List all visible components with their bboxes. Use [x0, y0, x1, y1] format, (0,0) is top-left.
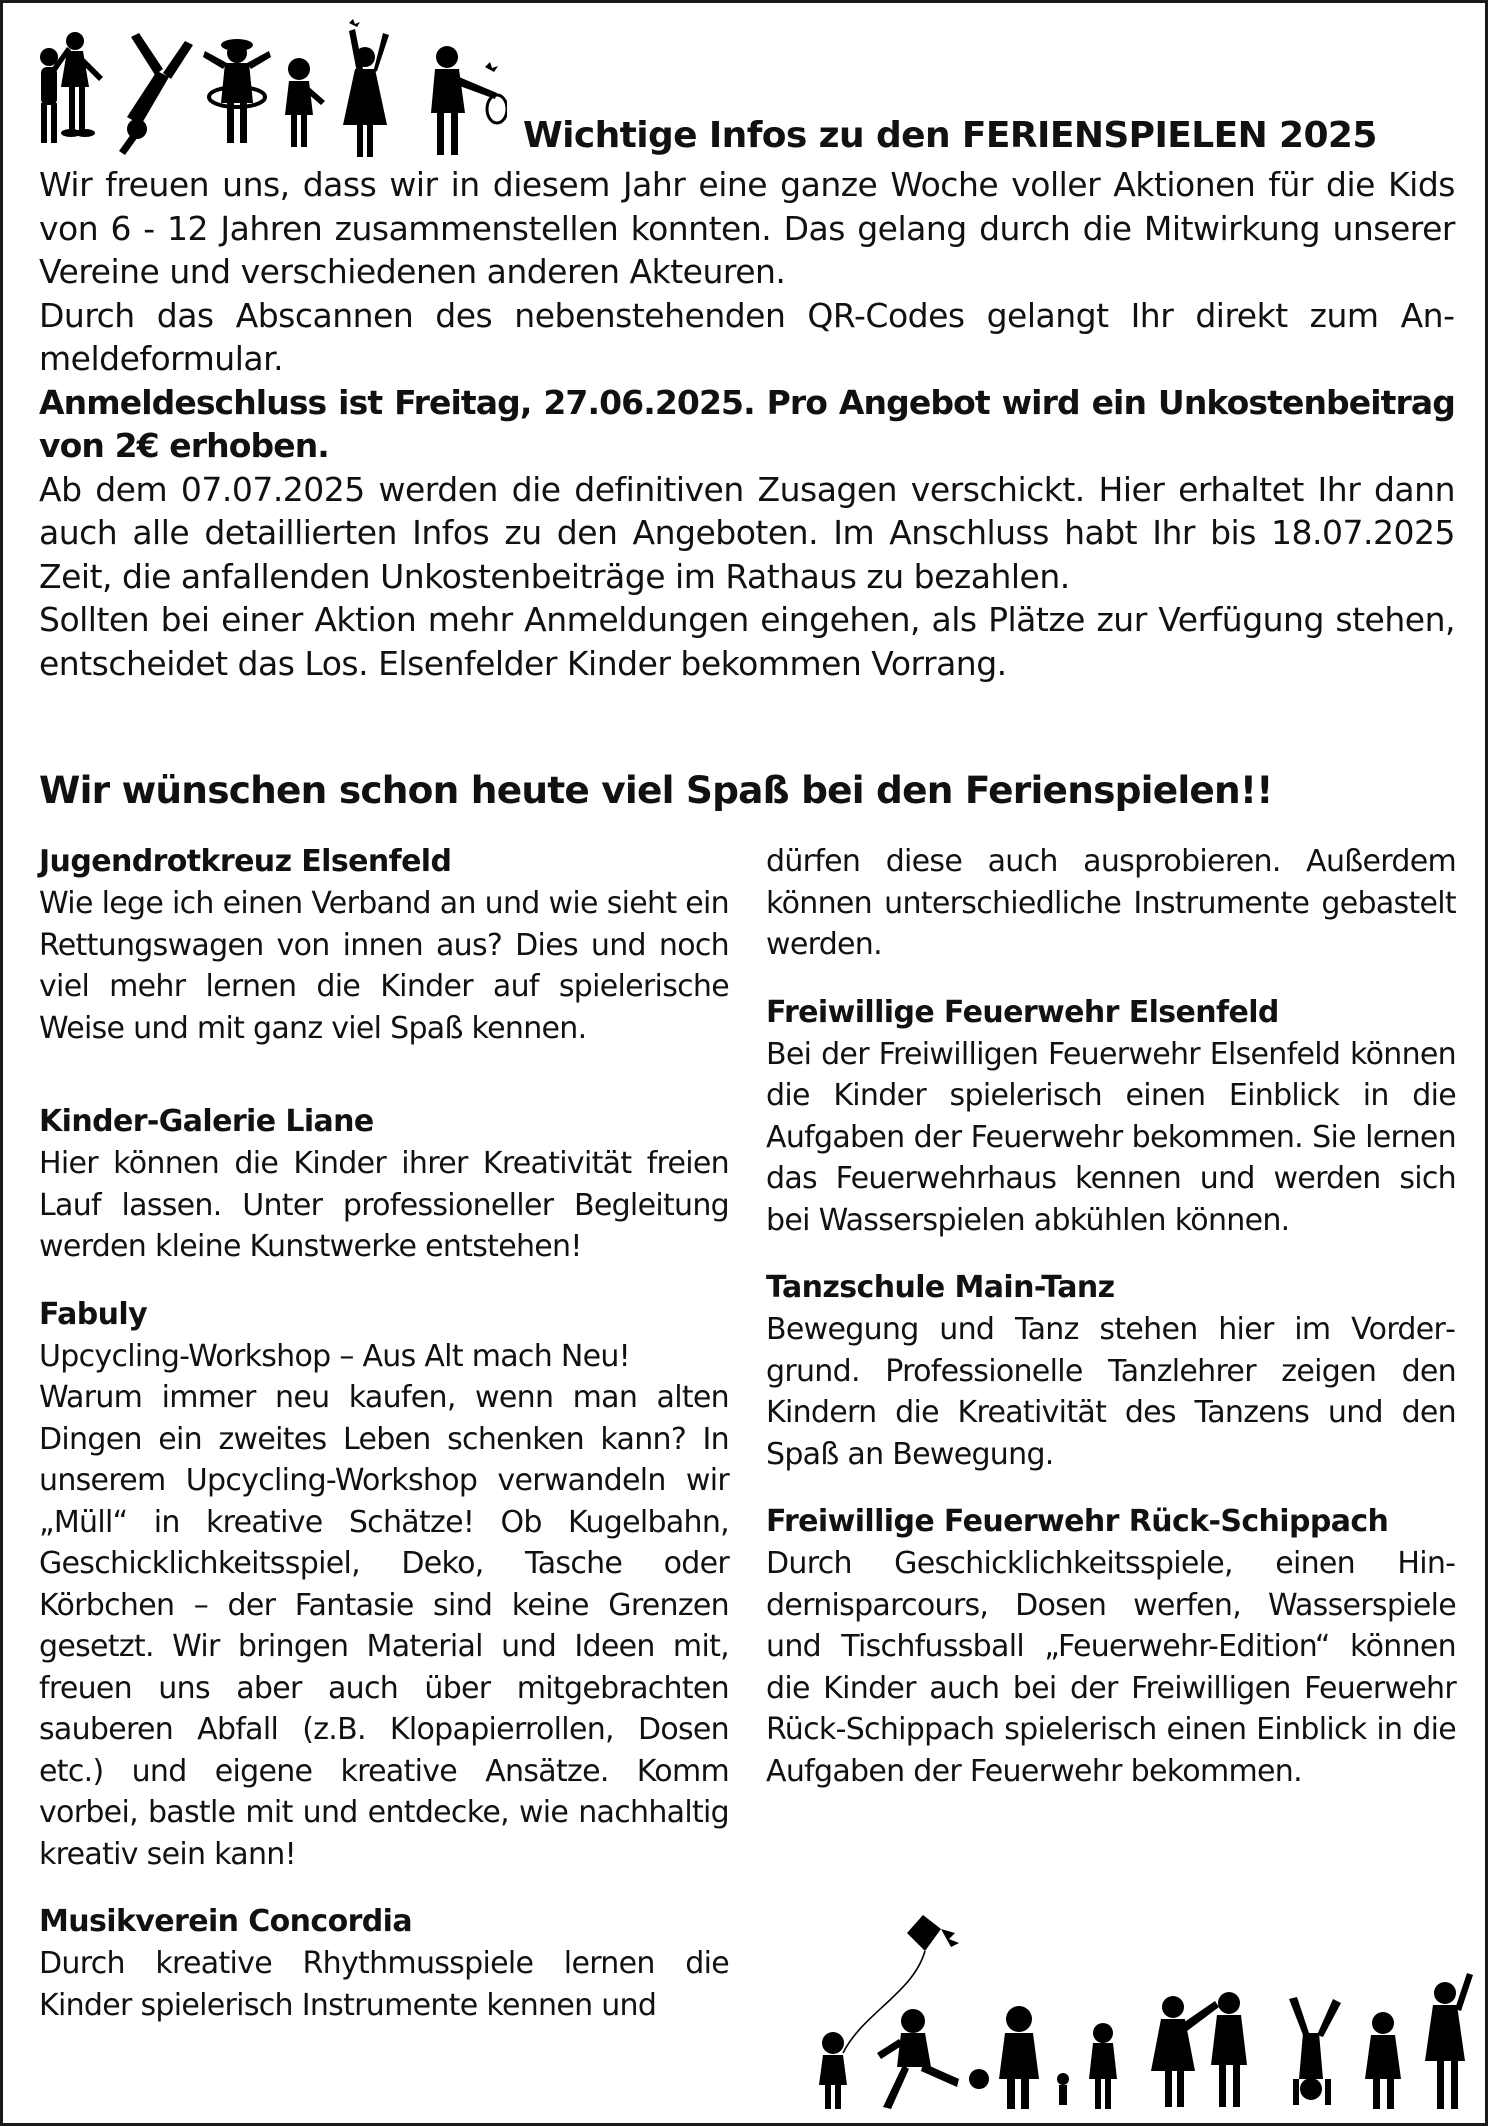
intro-deadline: Anmeldeschluss ist Freitag, 27.06.2025. Pro Angebot wird ein Unkostenbeitrag von 2€ erhoben. [39, 382, 1455, 465]
section-tanzschule [766, 1267, 1456, 1475]
intro-paragraph-1: Wir freuen uns, dass wir in diesem Jahr eine ganze Woche voller Aktionen für die Kids von 6 - 12 Jahren zusammenstellen konnten. Das gelang durch die Mitwirkung unserer Vereine und verschiedenen anderen Akteuren. [39, 165, 1455, 291]
section-title: Jugendrotkreuz Elsenfeld [39, 844, 452, 879]
right-column [766, 841, 1456, 1792]
page-title: Wichtige Infos zu den FERIENSPIELEN 2025 [523, 115, 1377, 156]
section-body: Durch Geschicklichkeitsspiele, einen Hindernisparcours, Dosen werfen, Wasserspiele und Tischfussball „Feuerwehr-Edition“ können die Kinder auch bei der Freiwilligen Feuerwehr Rück-Schippach spielerisch einen Einblick in die Aufgaben der Feuerwehr bekommen. [766, 1546, 1456, 1789]
section-title: Freiwillige Feuerwehr Elsenfeld [766, 994, 1279, 1030]
headline: Wir wünschen schon heute viel Spaß bei den Ferienspielen!! [39, 768, 1273, 812]
section-title: Musikverein Concordia [39, 1904, 413, 1939]
intro-paragraph-dates: Ab dem 07.07.2025 werden die definitiven Zusagen verschickt. Hier erhaltet Ihr dann auch alle detaillierten Infos zu den Angeboten. Im Anschluss habt Ihr bis 18.07.2025 Zeit, die anfallenden Unkostenbeiträge im Rathaus zu bezahlen. [39, 469, 1455, 596]
section-body: Hier können die Kinder ihrer Kreativität freien Lauf lassen. Unter professioneller Begleitung werden kleine Kunstwerke entstehen! [39, 1146, 729, 1264]
section-title: Tanzschule Main-Tanz [766, 1270, 1115, 1305]
section-body-part-1: Durch kreative Rhythmusspiele lernen die Kinder spielerisch Instrumente kennen und [39, 1946, 729, 2023]
section-body-part-2: dürfen diese auch ausprobieren. Außerdem können unterschiedliche Instrumente gebastelt werden. [766, 844, 1456, 962]
section-title: Fabuly [39, 1296, 148, 1332]
section-feuerwehr-rueck-schippach [766, 1501, 1456, 1792]
section-title: Kinder-Galerie Liane [39, 1104, 374, 1139]
section-body: Wie lege ich einen Verband an und wie sieht ein Rettungswagen von innen aus? Dies und noch viel mehr lernen die Kinder auf spielerische Weise und mit ganz viel Spaß kennen. [39, 886, 729, 1046]
intro-paragraph-lottery: Sollten bei einer Aktion mehr Anmeldungen eingehen, als Plätze zur Verfügung stehen, entscheidet das Los. Elsenfelder Kinder bekommen Vorrang. [39, 600, 1455, 683]
section-title: Freiwillige Feuerwehr Rück-Schippach [766, 1504, 1389, 1539]
section-subtitle: Upcycling-Workshop – Aus Alt mach Neu! [39, 1338, 631, 1374]
section-jugendrotkreuz [39, 841, 729, 1049]
children-silhouettes-top-illustration [27, 17, 507, 167]
left-column [39, 841, 729, 2026]
intro-block [39, 163, 1455, 685]
section-feuerwehr-elsenfeld [766, 992, 1456, 1242]
section-kinder-galerie [39, 1101, 729, 1268]
section-body: Bewegung und Tanz stehen hier im Vordergrund. Professionelle Tanzlehrer zeigen den Kindern die Kreativität des Tanzens und den Spaß an Bewegung. [766, 1312, 1456, 1472]
section-musikverein-continued [766, 841, 1456, 966]
section-body: Warum immer neu kaufen, wenn man alten Dingen ein zweites Leben schenken kann? In unserem Upcycling-Workshop verwandeln wir „Müll“ in kreative Schätze! Ob Kugelbahn, Geschicklichkeitsspiel, Deko, Tasche oder Körbchen – der Fantasie sind keine Grenzen gesetzt. Wir bringen Material und Ideen mit, freuen uns aber auch über mitgebrachten sauberen Abfall (z.B. Klopapierrollen, Dosen etc.) und eigene kreative Ansätze. Komm vorbei, bastle mit und entdecke, wie nachhaltig kreativ sein kann! [39, 1380, 729, 1872]
section-fabuly [39, 1294, 729, 1876]
section-body: Bei der Freiwilligen Feuerwehr Elsenfeld können die Kinder spielerisch einen Einblick in die Aufgaben der Feuerwehr bekommen. Sie lernen das Feuerwehrhaus kennen und werden sich bei Wasserspielen abkühlen können. [766, 1036, 1456, 1238]
children-silhouettes-bottom-illustration [803, 1903, 1473, 2113]
section-musikverein [39, 1901, 729, 2026]
intro-paragraph-qr: Durch das Abscannen des nebenstehenden QR-Codes gelangt Ihr direkt zum Anmeldeformular. [39, 295, 1455, 378]
